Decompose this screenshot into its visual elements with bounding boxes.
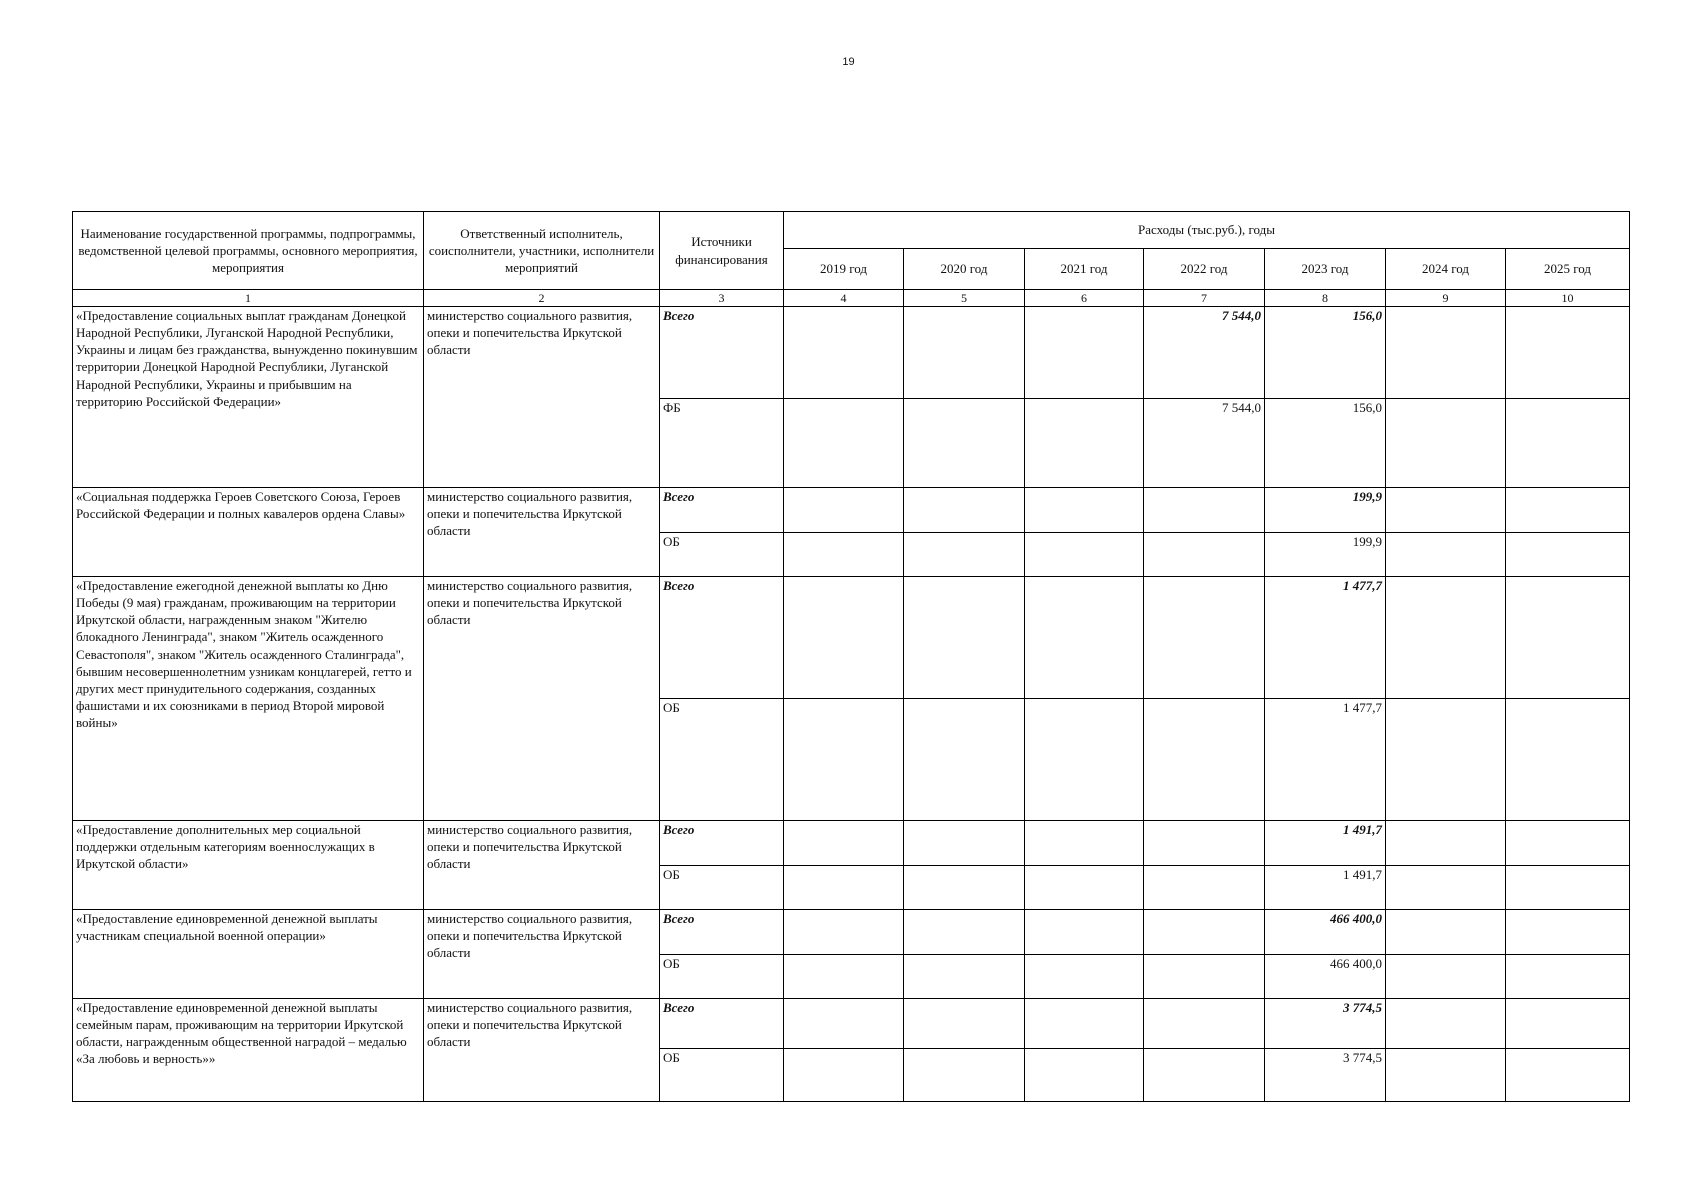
source-value-cell: 1 491,7 (1265, 866, 1386, 910)
total-value-cell (1386, 488, 1506, 533)
page-number: 19 (842, 56, 855, 68)
total-value-cell: 466 400,0 (1265, 910, 1386, 955)
column-number: 3 (660, 290, 784, 307)
source-value-cell (784, 533, 904, 577)
column-number: 5 (904, 290, 1025, 307)
source-total-label: Всего (660, 821, 784, 866)
column-number: 2 (424, 290, 660, 307)
source-total-label: Всего (660, 910, 784, 955)
total-value-cell (1144, 821, 1265, 866)
total-value-cell: 1 477,7 (1265, 577, 1386, 699)
total-value-cell (1506, 307, 1630, 399)
column-number: 10 (1506, 290, 1630, 307)
funding-source-label: ОБ (660, 1049, 784, 1102)
source-value-cell (1386, 866, 1506, 910)
total-value-cell (904, 910, 1025, 955)
source-total-label: Всего (660, 577, 784, 699)
total-value-cell: 199,9 (1265, 488, 1386, 533)
total-value-cell (1386, 910, 1506, 955)
total-value-cell (784, 488, 904, 533)
header-expenses: Расходы (тыс.руб.), годы (784, 212, 1630, 249)
source-value-cell (1025, 1049, 1144, 1102)
source-value-cell (1144, 533, 1265, 577)
source-total-label: Всего (660, 307, 784, 399)
total-value-cell (1025, 577, 1144, 699)
total-value-cell (904, 488, 1025, 533)
header-executor: Ответственный исполнитель, соисполнители, участники, исполнители мероприятий (424, 212, 660, 290)
total-value-cell (1025, 999, 1144, 1049)
source-value-cell (1025, 699, 1144, 821)
total-value-cell (784, 821, 904, 866)
responsible-executor: министерство социального развития, опеки и попечительства Иркутской области (424, 999, 660, 1102)
total-value-cell (1386, 821, 1506, 866)
source-value-cell (904, 1049, 1025, 1102)
total-value-cell (1025, 488, 1144, 533)
total-value-cell (1386, 999, 1506, 1049)
funding-source-label: ОБ (660, 533, 784, 577)
source-value-cell (1025, 533, 1144, 577)
total-value-cell: 7 544,0 (1144, 307, 1265, 399)
total-value-cell: 1 491,7 (1265, 821, 1386, 866)
source-value-cell: 466 400,0 (1265, 955, 1386, 999)
source-value-cell (784, 866, 904, 910)
total-value-cell (1144, 488, 1265, 533)
table-row (73, 821, 1630, 866)
header-sources: Источники финансирования (660, 212, 784, 290)
column-number: 1 (73, 290, 424, 307)
source-value-cell (784, 955, 904, 999)
total-value-cell (784, 577, 904, 699)
total-value-cell (784, 307, 904, 399)
column-number: 6 (1025, 290, 1144, 307)
measure-name: «Предоставление единовременной денежной выплаты семейным парам, проживающим на территории Иркутской области, награжденным общественной наградой – медалью «За любовь и верность»» (73, 999, 424, 1102)
responsible-executor: министерство социального развития, опеки и попечительства Иркутской области (424, 488, 660, 577)
header-year: 2020 год (904, 249, 1025, 290)
total-value-cell: 156,0 (1265, 307, 1386, 399)
table-row (73, 488, 1630, 533)
source-value-cell (904, 866, 1025, 910)
total-value-cell (1144, 999, 1265, 1049)
source-value-cell (1506, 699, 1630, 821)
source-value-cell (1386, 699, 1506, 821)
header-year: 2024 год (1386, 249, 1506, 290)
total-value-cell (1506, 488, 1630, 533)
column-number: 4 (784, 290, 904, 307)
total-value-cell (1025, 910, 1144, 955)
total-value-cell: 3 774,5 (1265, 999, 1386, 1049)
source-value-cell (784, 1049, 904, 1102)
total-value-cell (1506, 910, 1630, 955)
total-value-cell (1506, 821, 1630, 866)
source-value-cell (1506, 955, 1630, 999)
source-value-cell (1506, 866, 1630, 910)
source-value-cell (904, 399, 1025, 488)
column-number: 7 (1144, 290, 1265, 307)
source-value-cell (1025, 866, 1144, 910)
measure-name: «Предоставление социальных выплат гражданам Донецкой Народной Республики, Луганской Народной Республики, Украины и лицам без гражданства, вынужденно покинувшим территории Донецкой Народной Республики, Луганской Народной Республики, Украины и прибывшим на территорию Российской Федерации» (73, 307, 424, 488)
total-value-cell (1025, 307, 1144, 399)
source-value-cell (1144, 955, 1265, 999)
total-value-cell (904, 821, 1025, 866)
header-year: 2021 год (1025, 249, 1144, 290)
measure-name: «Предоставление ежегодной денежной выплаты ко Дню Победы (9 мая) гражданам, проживающим на территории Иркутской области, награжденным знаком "Жителю блокадного Ленинграда", знаком "Житель осажденного Севастополя", знаком "Житель осажденного Сталинграда", бывшим несовершеннолетним узникам концлагерей, гетто и других мест принудительного содержания, созданных фашистами и их союзниками в период Второй мировой войны» (73, 577, 424, 821)
table-row (73, 577, 1630, 699)
source-value-cell: 7 544,0 (1144, 399, 1265, 488)
total-value-cell (784, 910, 904, 955)
total-value-cell (1386, 307, 1506, 399)
total-value-cell (904, 577, 1025, 699)
responsible-executor: министерство социального развития, опеки и попечительства Иркутской области (424, 910, 660, 999)
funding-source-label: ОБ (660, 955, 784, 999)
header-program-name: Наименование государственной программы, подпрограммы, ведомственной целевой программы, основного мероприятия, мероприятия (73, 212, 424, 290)
source-value-cell: 199,9 (1265, 533, 1386, 577)
source-value-cell (1386, 955, 1506, 999)
source-value-cell (1506, 533, 1630, 577)
source-value-cell (1144, 1049, 1265, 1102)
budget-table (72, 211, 1630, 1102)
total-value-cell (1386, 577, 1506, 699)
source-value-cell (904, 533, 1025, 577)
column-number: 8 (1265, 290, 1386, 307)
measure-name: «Предоставление единовременной денежной выплаты участникам специальной военной операции» (73, 910, 424, 999)
measure-name: «Предоставление дополнительных мер социальной поддержки отдельным категориям военнослужащих в Иркутской области» (73, 821, 424, 910)
total-value-cell (1506, 999, 1630, 1049)
source-value-cell (1506, 1049, 1630, 1102)
source-value-cell (1386, 1049, 1506, 1102)
total-value-cell (1144, 577, 1265, 699)
source-value-cell (1386, 399, 1506, 488)
responsible-executor: министерство социального развития, опеки и попечительства Иркутской области (424, 821, 660, 910)
header-year: 2022 год (1144, 249, 1265, 290)
header-year: 2023 год (1265, 249, 1386, 290)
source-value-cell (904, 699, 1025, 821)
source-total-label: Всего (660, 999, 784, 1049)
responsible-executor: министерство социального развития, опеки и попечительства Иркутской области (424, 307, 660, 488)
total-value-cell (904, 999, 1025, 1049)
source-value-cell: 3 774,5 (1265, 1049, 1386, 1102)
source-value-cell: 1 477,7 (1265, 699, 1386, 821)
source-value-cell (904, 955, 1025, 999)
table-row (73, 307, 1630, 399)
table-row (73, 910, 1630, 955)
source-value-cell (1144, 699, 1265, 821)
source-value-cell (1025, 955, 1144, 999)
table-body (73, 307, 1630, 1102)
total-value-cell (1506, 577, 1630, 699)
total-value-cell (784, 999, 904, 1049)
funding-source-label: ФБ (660, 399, 784, 488)
total-value-cell (904, 307, 1025, 399)
source-value-cell (1506, 399, 1630, 488)
source-total-label: Всего (660, 488, 784, 533)
responsible-executor: министерство социального развития, опеки и попечительства Иркутской области (424, 577, 660, 821)
source-value-cell (784, 699, 904, 821)
measure-name: «Социальная поддержка Героев Советского Союза, Героев Российской Федерации и полных кавалеров ордена Славы» (73, 488, 424, 577)
source-value-cell (1144, 866, 1265, 910)
table-row (73, 999, 1630, 1049)
column-number: 9 (1386, 290, 1506, 307)
total-value-cell (1144, 910, 1265, 955)
source-value-cell (784, 399, 904, 488)
header-year: 2025 год (1506, 249, 1630, 290)
source-value-cell (1025, 399, 1144, 488)
source-value-cell (1386, 533, 1506, 577)
header-year: 2019 год (784, 249, 904, 290)
funding-source-label: ОБ (660, 866, 784, 910)
total-value-cell (1025, 821, 1144, 866)
source-value-cell: 156,0 (1265, 399, 1386, 488)
funding-source-label: ОБ (660, 699, 784, 821)
